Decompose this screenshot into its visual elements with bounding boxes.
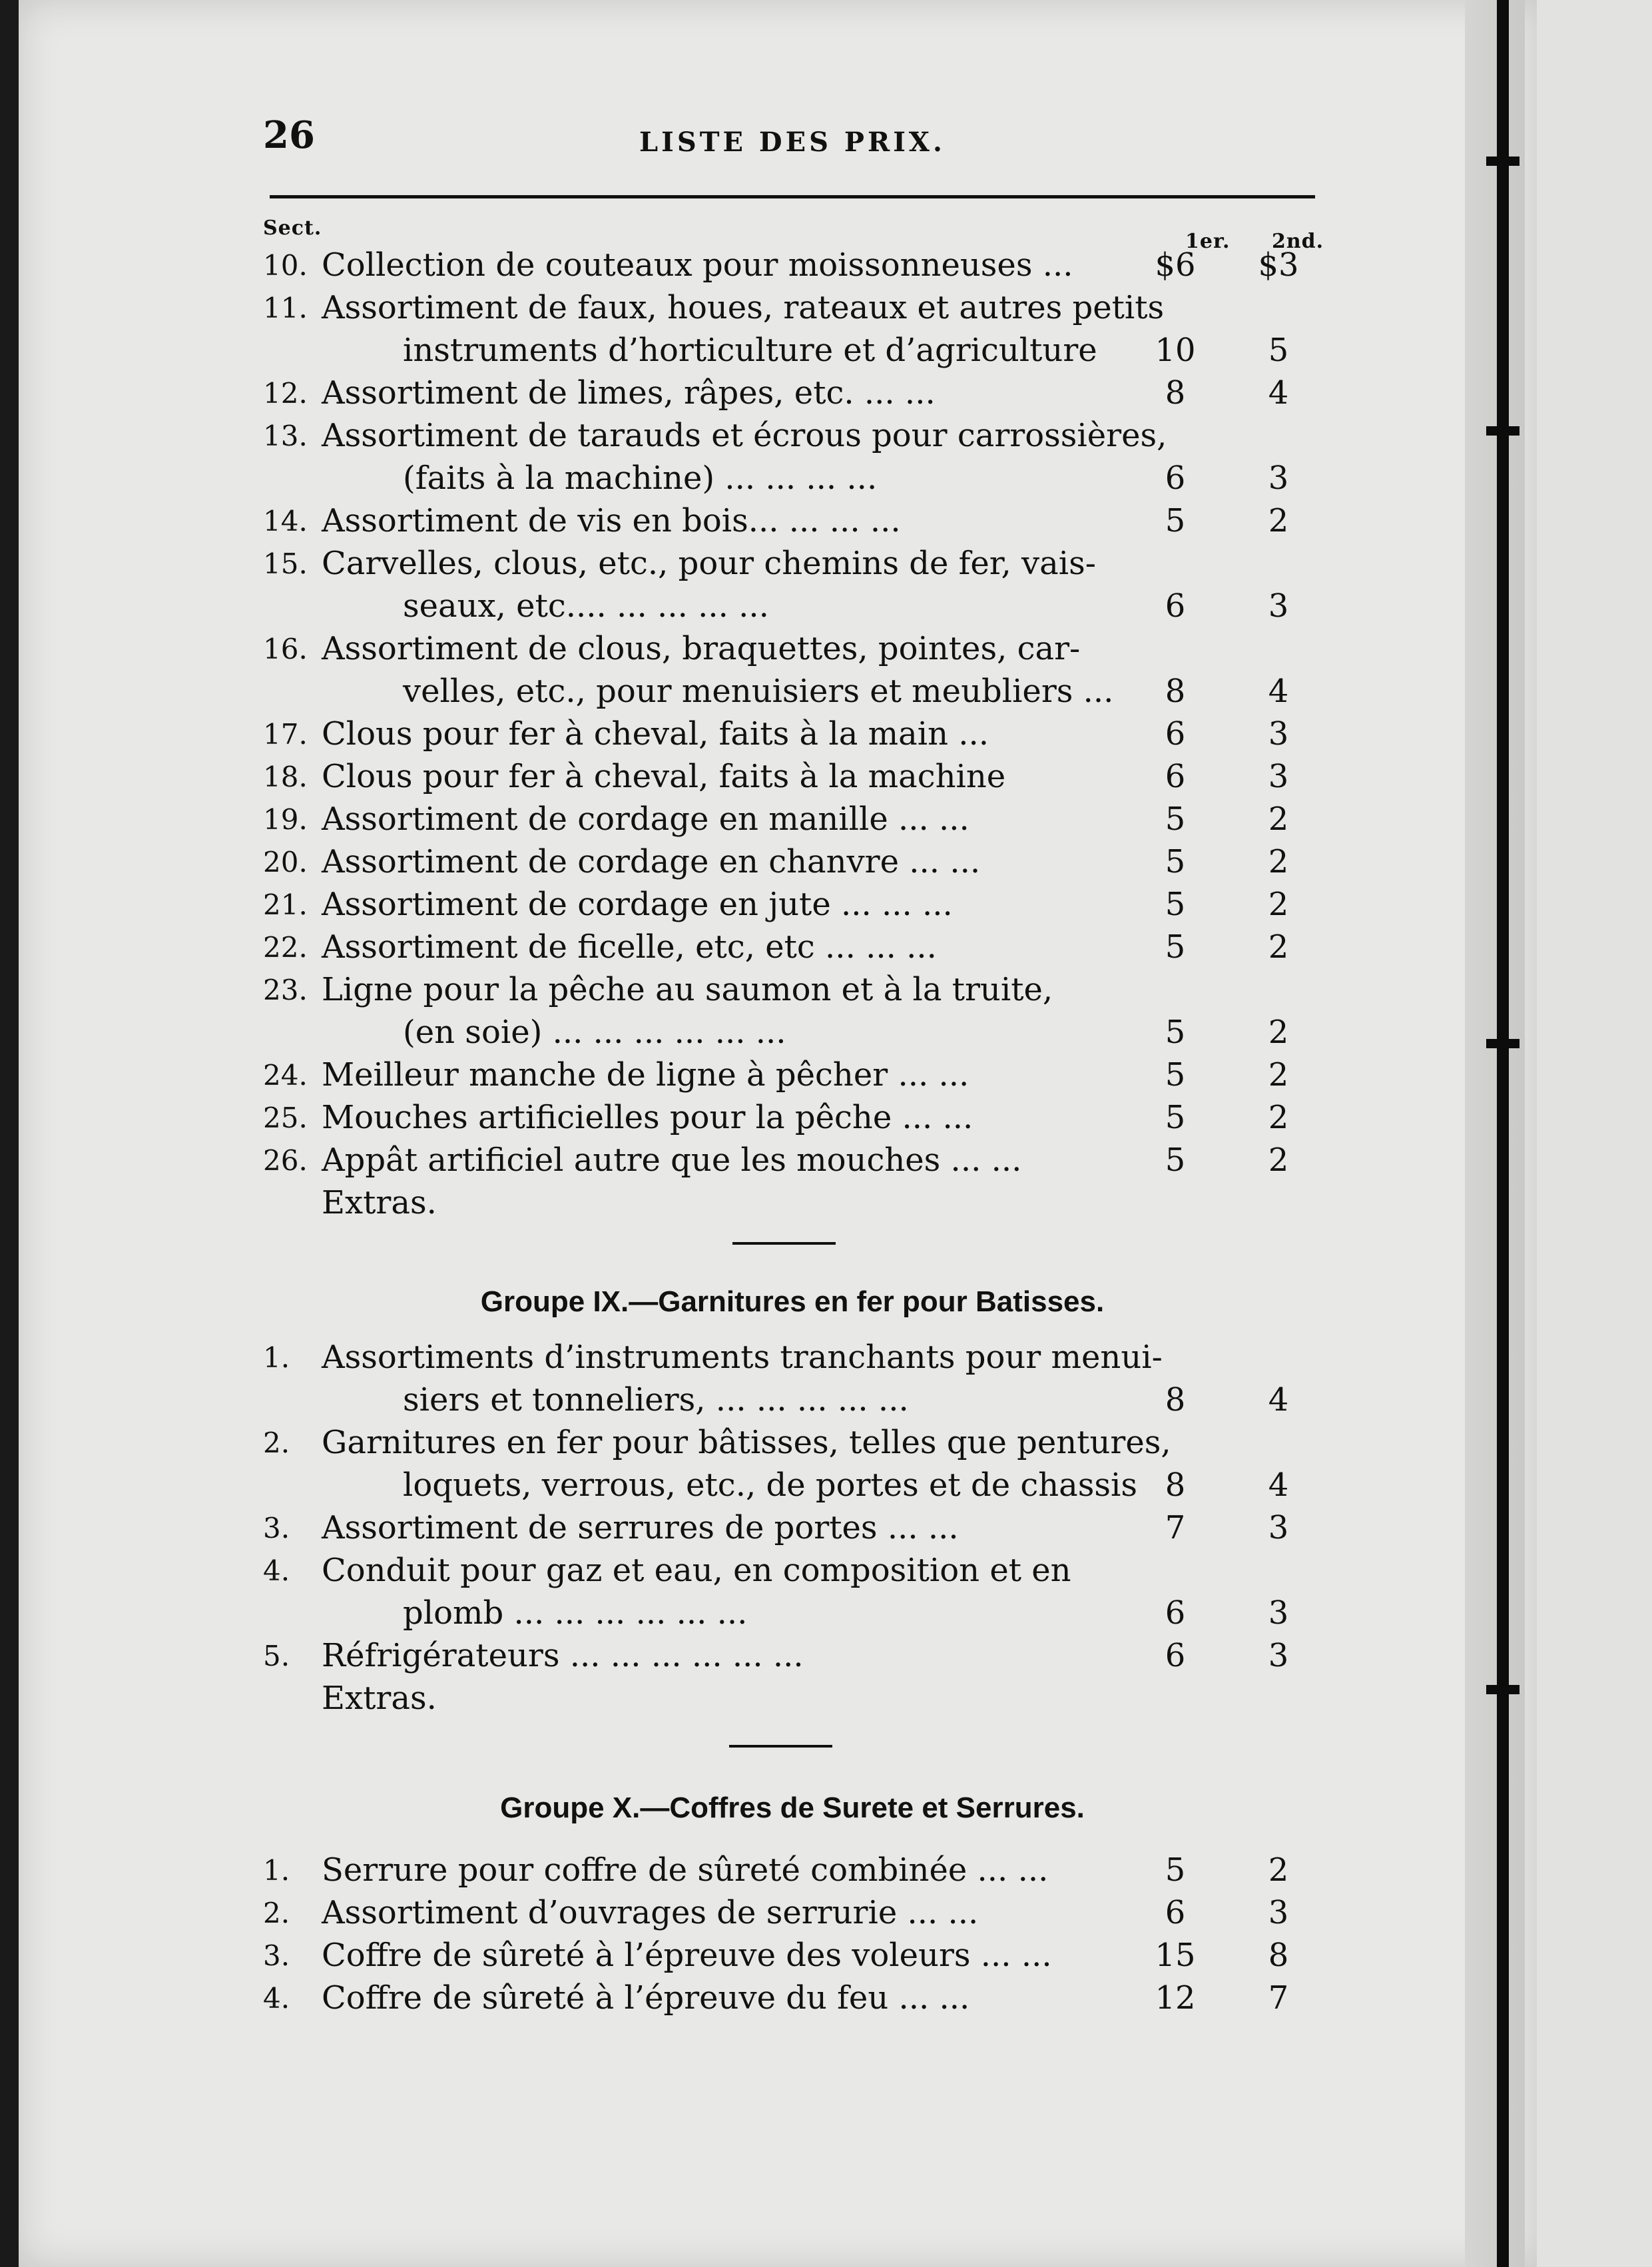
second-prize-value: 2 (1268, 1014, 1289, 1051)
section-number: 12. (263, 377, 308, 410)
first-prize-value: 5 (1165, 1099, 1186, 1136)
list-item (263, 502, 1328, 545)
second-prize-column-header: 2nd. (1272, 230, 1324, 253)
first-prize-value: 12 (1155, 1979, 1196, 2017)
second-prize-value: 3 (1268, 1894, 1289, 1931)
list-item (263, 1424, 1328, 1509)
list-item (263, 971, 1328, 1056)
item-description: instruments d’horticulture et d’agriculture (403, 332, 1097, 369)
list-item (263, 715, 1328, 758)
item-description: velles, etc., pour menuisiers et meubliers ... (403, 673, 1114, 710)
item-description: Assortiments d’instruments tranchants pour menui- (322, 1339, 1163, 1376)
item-description: Assortiment de cordage en manille ... ... (322, 801, 969, 838)
second-prize-value: 2 (1268, 801, 1289, 838)
section-number: 24. (263, 1059, 308, 1092)
section-number: 10. (263, 249, 308, 282)
first-prize-value: 5 (1165, 843, 1186, 880)
list-item (263, 1099, 1328, 1141)
first-prize-value: $6 (1155, 246, 1196, 284)
item-description: Appât artificiel autre que les mouches ... ... (322, 1141, 1022, 1179)
section-number: 2. (263, 1897, 290, 1929)
list-item (263, 1851, 1328, 1894)
section-number: 4. (263, 1982, 290, 2015)
section-number: 26. (263, 1144, 308, 1177)
first-prize-value: 6 (1165, 460, 1186, 497)
section-number: 3. (263, 1939, 290, 1972)
second-prize-value: 5 (1268, 332, 1289, 369)
first-prize-value: 5 (1165, 1141, 1186, 1179)
list-item (263, 801, 1328, 843)
item-description: Assortiment d’ouvrages de serrurie ... ... (322, 1894, 979, 1931)
item-description: seaux, etc.... ... ... ... ... (403, 587, 769, 625)
second-prize-value: 3 (1268, 587, 1289, 625)
first-prize-value: 6 (1165, 1637, 1186, 1674)
second-prize-value: 2 (1268, 1851, 1289, 1889)
list-item (263, 1509, 1328, 1552)
section-number: 5. (263, 1640, 290, 1672)
item-description: Assortiment de tarauds et écrous pour carrossières, (322, 417, 1167, 454)
item-description: Garnitures en fer pour bâtisses, telles que pentures, (322, 1424, 1171, 1461)
section-number: 1. (263, 1341, 290, 1374)
second-prize-value: 4 (1268, 1381, 1289, 1419)
first-prize-column-header: 1er. (1185, 230, 1231, 253)
item-description: Réfrigérateurs ... ... ... ... ... ... (322, 1637, 804, 1674)
item-description: Serrure pour coffre de sûreté combinée ... ... (322, 1851, 1049, 1889)
second-prize-value: 3 (1268, 1637, 1289, 1674)
section-number: 15. (263, 547, 308, 580)
list-item (263, 417, 1328, 502)
list-item (263, 758, 1328, 801)
first-prize-value: 10 (1155, 332, 1196, 369)
running-title: LISTE DES PRIX. (639, 127, 946, 158)
facing-page-edge (1537, 0, 1652, 2267)
first-prize-value: 6 (1165, 758, 1186, 795)
binding-stitch (1486, 157, 1519, 166)
first-prize-value: 6 (1165, 715, 1186, 753)
section-number: 20. (263, 846, 308, 878)
item-description: Collection de couteaux pour moissonneuses ... (322, 246, 1073, 284)
list-item (263, 1339, 1328, 1424)
item-description: Assortiment de faux, houes, rateaux et autres petits (322, 289, 1165, 326)
header-rule (270, 195, 1315, 198)
first-prize-value: 8 (1165, 673, 1186, 710)
item-description: Extras. (322, 1184, 437, 1221)
first-prize-value: 6 (1165, 587, 1186, 625)
page-number: 26 (263, 113, 315, 157)
section-number: 19. (263, 803, 308, 836)
first-prize-value: 5 (1165, 886, 1186, 923)
second-prize-value: 2 (1268, 1056, 1289, 1094)
item-description: Assortiment de cordage en jute ... ... ... (322, 886, 953, 923)
item-description: Clous pour fer à cheval, faits à la machine (322, 758, 1006, 795)
list-item (263, 1141, 1328, 1184)
section-number: 14. (263, 505, 308, 537)
second-prize-value: 4 (1268, 374, 1289, 412)
list-item (263, 289, 1328, 374)
list-item (263, 886, 1328, 928)
item-description: Meilleur manche de ligne à pêcher ... ... (322, 1056, 969, 1094)
list-item (263, 246, 1328, 289)
first-prize-value: 7 (1165, 1509, 1186, 1546)
first-prize-value: 8 (1165, 1381, 1186, 1419)
item-description: Assortiment de ficelle, etc, etc ... ... ... (322, 928, 937, 966)
section-number: 25. (263, 1102, 308, 1134)
second-prize-value: 3 (1268, 460, 1289, 497)
section-number: 23. (263, 974, 308, 1006)
first-prize-value: 5 (1165, 502, 1186, 539)
second-prize-value: 2 (1268, 502, 1289, 539)
second-prize-value: 3 (1268, 758, 1289, 795)
section-number: 11. (263, 292, 308, 324)
second-prize-value: 2 (1268, 1099, 1289, 1136)
binding-spine (1465, 0, 1525, 2267)
list-item (263, 630, 1328, 715)
first-prize-value: 8 (1165, 374, 1186, 412)
list-item (263, 1979, 1328, 2022)
second-prize-value: 3 (1268, 715, 1289, 753)
section-number: 1. (263, 1854, 290, 1887)
second-prize-value: $3 (1258, 246, 1299, 284)
list-item (263, 1552, 1328, 1637)
list-item (263, 1894, 1328, 1937)
second-prize-value: 4 (1268, 673, 1289, 710)
binding-thread (1497, 0, 1509, 2267)
section-number: 16. (263, 633, 308, 665)
list-item (263, 545, 1328, 630)
second-prize-value: 4 (1268, 1466, 1289, 1504)
section-number: 3. (263, 1512, 290, 1544)
group-title: Groupe X.—Coffres de Surete et Serrures. (500, 1791, 1085, 1824)
item-description: Coffre de sûreté à l’épreuve des voleurs ... ... (322, 1937, 1052, 1974)
item-description: (faits à la machine) ... ... ... ... (403, 460, 878, 497)
first-prize-value: 5 (1165, 801, 1186, 838)
first-prize-value: 8 (1165, 1466, 1186, 1504)
first-prize-value: 15 (1155, 1937, 1196, 1974)
second-prize-value: 2 (1268, 1141, 1289, 1179)
item-description: Carvelles, clous, etc., pour chemins de fer, vais- (322, 545, 1096, 582)
list-item (263, 374, 1328, 417)
item-description: Clous pour fer à cheval, faits à la main ... (322, 715, 989, 753)
item-description: Ligne pour la pêche au saumon et à la truite, (322, 971, 1053, 1008)
first-prize-value: 5 (1165, 1014, 1186, 1051)
second-prize-value: 8 (1268, 1937, 1289, 1974)
list-item (263, 843, 1328, 886)
list-item (263, 1184, 1328, 1227)
section-column-header: Sect. (263, 216, 322, 240)
list-item (263, 1937, 1328, 1979)
second-prize-value: 3 (1268, 1509, 1289, 1546)
item-description: Assortiment de limes, râpes, etc. ... ... (322, 374, 936, 412)
item-description: Mouches artificielles pour la pêche ... ... (322, 1099, 973, 1136)
item-description: Assortiment de serrures de portes ... ... (322, 1509, 959, 1546)
first-prize-value: 5 (1165, 928, 1186, 966)
section-divider (732, 1242, 836, 1245)
item-description: Extras. (322, 1680, 437, 1717)
item-description: Assortiment de cordage en chanvre ... ... (322, 843, 981, 880)
first-prize-value: 5 (1165, 1851, 1186, 1889)
section-divider (729, 1745, 832, 1748)
item-description: Assortiment de clous, braquettes, pointes, car- (322, 630, 1081, 667)
item-description: Coffre de sûreté à l’épreuve du feu ... ... (322, 1979, 970, 2017)
section-number: 13. (263, 420, 308, 452)
binding-stitch (1486, 426, 1519, 436)
list-item (263, 1056, 1328, 1099)
section-number: 2. (263, 1427, 290, 1459)
section-number: 17. (263, 718, 308, 751)
first-prize-value: 5 (1165, 1056, 1186, 1094)
first-prize-value: 6 (1165, 1894, 1186, 1931)
list-item (263, 1680, 1328, 1722)
item-description: Conduit pour gaz et eau, en composition et en (322, 1552, 1071, 1589)
item-description: Assortiment de vis en bois... ... ... ... (322, 502, 901, 539)
section-number: 4. (263, 1554, 290, 1587)
list-item (263, 928, 1328, 971)
item-description: (en soie) ... ... ... ... ... ... (403, 1014, 786, 1051)
second-prize-value: 7 (1268, 1979, 1289, 2017)
second-prize-value: 3 (1268, 1594, 1289, 1632)
item-description: plomb ... ... ... ... ... ... (403, 1594, 748, 1632)
binding-stitch (1486, 1039, 1519, 1048)
list-item (263, 1637, 1328, 1680)
second-prize-value: 2 (1268, 928, 1289, 966)
second-prize-value: 2 (1268, 886, 1289, 923)
section-number: 22. (263, 931, 308, 964)
item-description: siers et tonneliers, ... ... ... ... ... (403, 1381, 909, 1419)
section-number: 18. (263, 761, 308, 793)
binding-stitch (1486, 1685, 1519, 1694)
first-prize-value: 6 (1165, 1594, 1186, 1632)
group-title: Groupe IX.—Garnitures en fer pour Batisses. (480, 1285, 1105, 1318)
item-description: loquets, verrous, etc., de portes et de chassis (403, 1466, 1138, 1504)
section-number: 21. (263, 888, 308, 921)
second-prize-value: 2 (1268, 843, 1289, 880)
